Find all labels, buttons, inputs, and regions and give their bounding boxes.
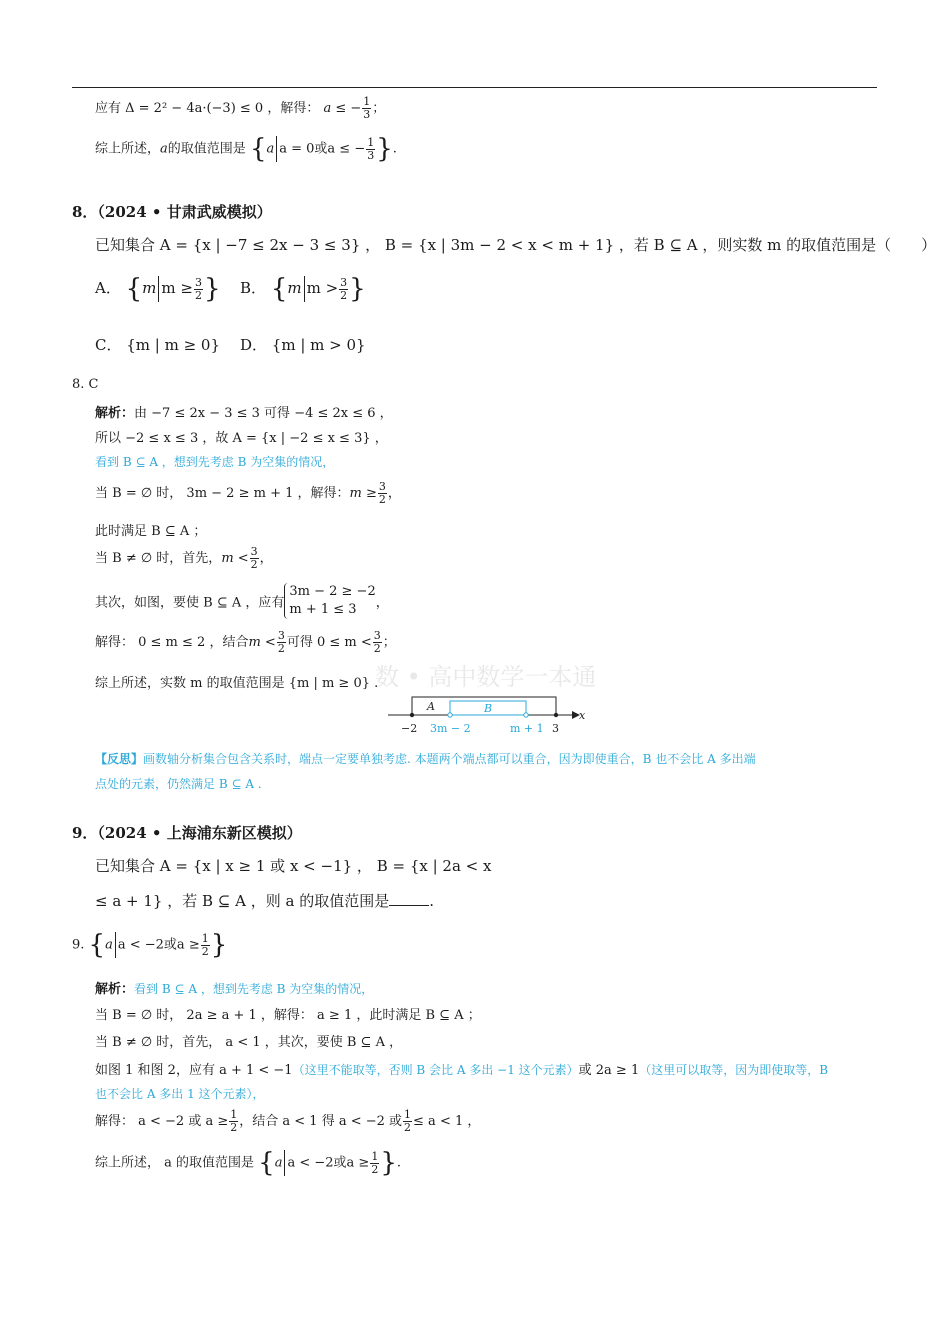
q8-option-c: C． {m | m ≥ 0} [95, 336, 221, 354]
a9-hint-line: 解析：看到 B ⊆ A ，想到先考虑 B 为空集的情况， [95, 982, 374, 997]
q9-stem-2: ≤ a + 1} ，若 B ⊆ A ，则 a 的取值范围是 . [95, 892, 434, 910]
tick-minus2: −2 [401, 722, 418, 735]
solution-a: a ≤ − [323, 101, 362, 116]
a8-line-3: 当 B = ∅ 时， 3m − 2 ≥ m + 1 ，解得：m ≥ $\frac{3}{2}$ ， [95, 480, 401, 506]
q8-option-a: A． {m m ≥ $\frac{3}{2}$ } [95, 274, 221, 304]
tick-3: 3 [552, 722, 559, 735]
label-a: A [427, 700, 435, 713]
a8-line-8: 综上所述，实数 m 的取值范围是 {m | m ≥ 0} . [95, 676, 379, 691]
a8-line-6: 其次，如图，要使 B ⊆ A ，应有3m − 2 ≥ −2 m + 1 ≤ 3 ， [95, 584, 389, 617]
a8-line-4: 此时满足 B ⊆ A ； [95, 524, 207, 539]
q8-option-d: D． {m | m > 0} [240, 336, 366, 354]
number-line-diagram [380, 693, 590, 738]
a9-line-4: 也不会比 A 多出 1 这个元素）， [95, 1087, 265, 1101]
watermark: 数 • 高中数学一本通 [375, 663, 597, 691]
q9-heading: 9．（2024 • 上海浦东新区模拟） [72, 824, 302, 842]
q8-heading: 8．（2024 • 甘肃武威模拟） [72, 203, 272, 221]
fraction-one-third-2: $\frac{1}{3}$ [367, 135, 375, 162]
a9-line-5: 解得： a < −2 或 a ≥ $\frac{1}{2}$ ，结合 a < 1 得 a < −2 或 $\frac{1}{2}$ ≤ a < 1 ， [95, 1108, 481, 1134]
endpoint-3 [554, 713, 558, 717]
label-x: x [579, 709, 586, 722]
a9-line-6: 综上所述， a 的取值范围是 {a a < −2或a ≥ $\frac{1}{2}$ }. [95, 1148, 402, 1178]
tick-3m-2: 3m − 2 [430, 722, 471, 735]
header-rule [72, 87, 877, 88]
a8-line-1: 解析：由 −7 ≤ 2x − 3 ≤ 3 可得 −4 ≤ 2x ≤ 6 ， [95, 406, 393, 421]
a9-answer: 9. {a a < −2或a ≥ $\frac{1}{2}$ } [72, 930, 228, 960]
a9-line-3: 如图 1 和图 2，应有 a + 1 < −1（这里不能取等，否则 B 会比 A 多出 −1 这个元素）或 2a ≥ 1（这里可以取等，因为即使取等，B [95, 1063, 829, 1078]
reflection-line-2: 点处的元素，仍然满足 B ⊆ A . [95, 777, 262, 791]
endpoint-minus2 [410, 713, 414, 717]
a8-line-5: 当 B ≠ ∅ 时，首先，m < $\frac{3}{2}$ ， [95, 545, 273, 571]
a9-line-1: 当 B = ∅ 时， 2a ≥ a + 1 ，解得： a ≥ 1 ，此时满足 B ⊆ A ； [95, 1008, 481, 1023]
a9-line-2: 当 B ≠ ∅ 时，首先， a < 1 ，其次，要使 B ⊆ A ， [95, 1035, 403, 1050]
fraction-one-third: $\frac{1}{3}$ [363, 95, 371, 121]
delta-condition: 应有 Δ = 2² − 4a·(−3) ≤ 0 ，解得： [95, 101, 320, 116]
a8-line-2: 所以 −2 ≤ x ≤ 3 ，故 A = {x | −2 ≤ x ≤ 3} ， [95, 431, 388, 446]
a8-answer: 8. C [72, 377, 99, 392]
reflection-line-1: 【反思】画数轴分析集合包含关系时，端点一定要单独考虑. 本题两个端点都可以重合，因为即使重合，B 也不会比 A 多出端 [95, 752, 756, 766]
answer-blank [389, 905, 429, 906]
q8-stem: 已知集合 A = {x | −7 ≤ 2x − 3 ≤ 3} ， B = {x | 3m − 2 < x < m + 1} ，若 B ⊆ A ，则实数 m 的取值范围是（ ） [95, 236, 937, 254]
endpoint-m+1 [524, 713, 528, 717]
q9-stem-1: 已知集合 A = {x | x ≥ 1 或 x < −1} ， B = {x | 2a < x [95, 857, 492, 875]
q8-option-b: B． {m m > $\frac{3}{2}$ } [240, 274, 366, 304]
endpoint-3m-2 [448, 713, 452, 717]
top-line-2: 综上所述，a的取值范围是 {a a = 0或a ≤ − $\frac{1}{3}$ }. [95, 134, 397, 164]
top-line-1: 应有 Δ = 2² − 4a·(−3) ≤ 0 ，解得： a ≤ − $\frac{1}{3}$ ； [95, 95, 386, 121]
a8-line-7: 解得： 0 ≤ m ≤ 2 ，结合m < $\frac{3}{2}$ 可得 0 ≤ m < $\frac{3}{2}$ ； [95, 629, 396, 655]
tick-m+1: m + 1 [510, 722, 544, 735]
a8-hint: 看到 B ⊆ A ，想到先考虑 B 为空集的情况， [95, 455, 335, 469]
label-b: B [484, 702, 493, 715]
inequality-system: 3m − 2 ≥ −2 m + 1 ≤ 3 [284, 583, 375, 619]
